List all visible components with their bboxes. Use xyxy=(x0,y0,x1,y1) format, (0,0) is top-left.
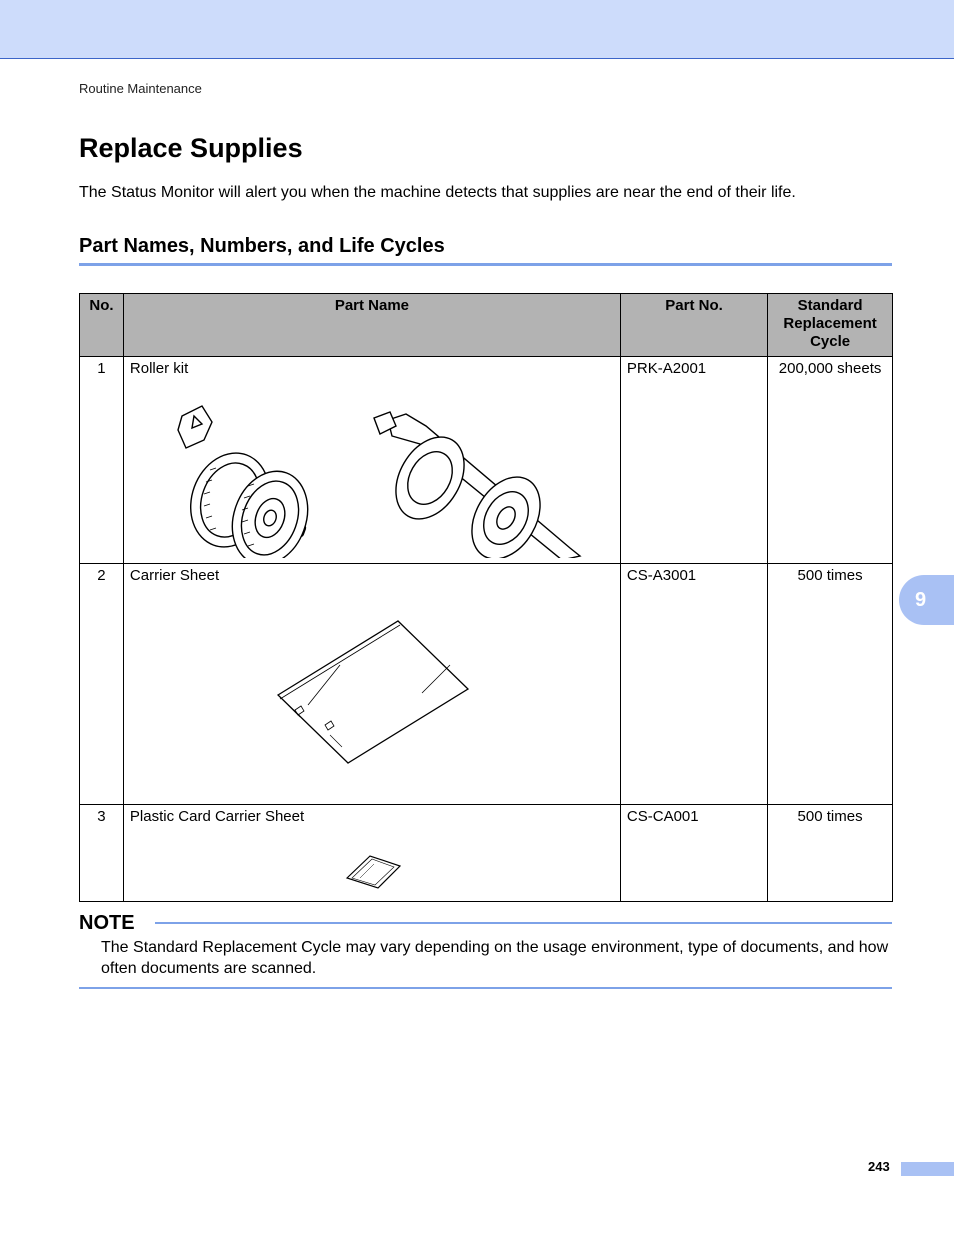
row-part-no: PRK-A2001 xyxy=(620,357,767,564)
header-band xyxy=(0,0,954,59)
intro-paragraph: The Status Monitor will alert you when the machine detects that supplies are near the end of their life. xyxy=(79,184,796,201)
note-text: The Standard Replacement Cycle may vary depending on the usage environment, type of documents, and how often documents are scanned. xyxy=(101,939,889,977)
page-number: 243 xyxy=(868,1159,890,1174)
row-no: 2 xyxy=(80,564,124,805)
row-no: 1 xyxy=(80,357,124,564)
row-part-name-cell xyxy=(123,805,620,902)
page-number-tab xyxy=(901,1162,954,1176)
roller-kit-illustration xyxy=(130,378,614,558)
row-part-no: CS-CA001 xyxy=(620,805,767,902)
section-divider xyxy=(79,263,892,266)
row-cycle: 200,000 sheets xyxy=(768,357,893,564)
card-carrier-sheet-illustration xyxy=(130,826,614,898)
row-part-name-cell xyxy=(123,357,620,564)
running-header: Routine Maintenance xyxy=(79,81,202,96)
row-cycle: 500 times xyxy=(768,805,893,902)
row-part-name: Carrier Sheet xyxy=(129,567,220,584)
row-part-name: Plastic Card Carrier Sheet xyxy=(129,808,305,825)
table-row xyxy=(80,357,893,564)
header-cycle: Standard Replacement Cycle xyxy=(768,294,893,357)
section-heading: Part Names, Numbers, and Life Cycles xyxy=(79,235,445,257)
note-divider-bottom xyxy=(79,987,892,989)
header-no: No. xyxy=(80,294,124,357)
carrier-sheet-illustration xyxy=(130,585,614,795)
row-cycle: 500 times xyxy=(768,564,893,805)
note-title: NOTE xyxy=(79,912,135,934)
row-part-no: CS-A3001 xyxy=(620,564,767,805)
header-part-name: Part Name xyxy=(123,294,620,357)
row-no: 3 xyxy=(80,805,124,902)
page-title: Replace Supplies xyxy=(79,133,303,163)
parts-table xyxy=(79,293,893,902)
header-part-no: Part No. xyxy=(620,294,767,357)
row-part-name-cell xyxy=(123,564,620,805)
chapter-tab: 9 xyxy=(899,575,954,625)
table-row xyxy=(80,805,893,902)
table-header-row xyxy=(80,294,893,357)
note-divider-top xyxy=(155,922,892,924)
row-part-name: Roller kit xyxy=(129,360,189,377)
table-row xyxy=(80,564,893,805)
